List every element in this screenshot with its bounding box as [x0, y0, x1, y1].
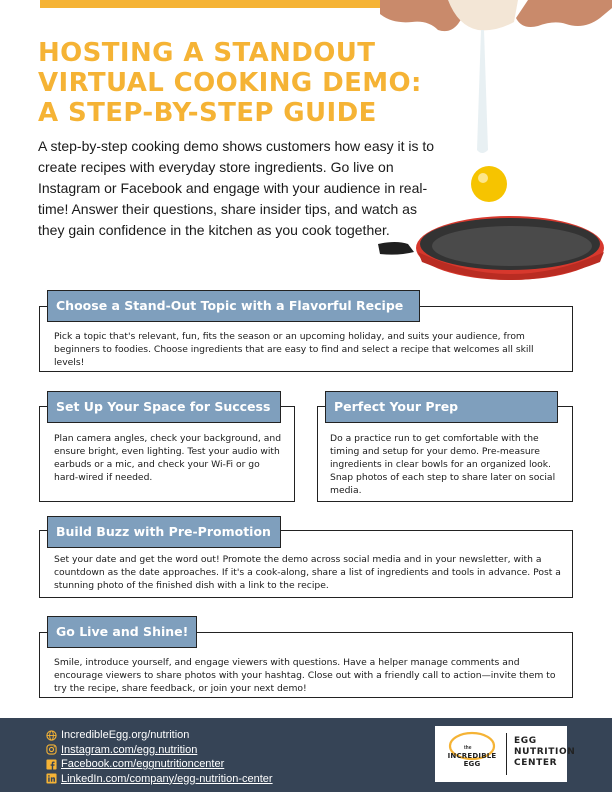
page-title — [38, 38, 422, 128]
title-line-1: HOSTING A STANDOUT — [38, 38, 376, 68]
space-heading: Set Up Your Space for Success — [47, 391, 281, 423]
linkedin-link-row[interactable] — [46, 772, 273, 787]
top-accent-bar — [40, 0, 380, 8]
enc-line-1: EGG — [514, 736, 537, 746]
egg-pan-illustration — [378, 0, 612, 296]
title-line-3: A STEP-BY-STEP GUIDE — [38, 98, 377, 128]
globe-icon — [46, 730, 57, 741]
web-link[interactable]: IncredibleEgg.org/nutrition — [61, 729, 190, 742]
instagram-link-row[interactable] — [46, 743, 273, 758]
linkedin-icon — [46, 773, 57, 784]
topic-heading: Choose a Stand-Out Topic with a Flavorful Recipe — [47, 290, 420, 322]
enc-line-3: CENTER — [514, 758, 558, 768]
live-heading: Go Live and Shine! — [47, 616, 197, 648]
facebook-icon — [46, 759, 57, 770]
facebook-link[interactable]: Facebook.com/eggnutritioncenter — [61, 758, 225, 771]
instagram-icon — [46, 744, 57, 755]
live-body: Smile, introduce yourself, and engage viewers with questions. Have a helper manage comments and encourage viewers to share photos with your hashtag. Close out with a friendly call to action—invite them to try the recipe, share feedback, or join your next demo! — [54, 657, 556, 694]
title-line-2: VIRTUAL COOKING DEMO: — [38, 68, 422, 98]
logo-the-text: the — [464, 745, 472, 751]
footer-links — [46, 728, 273, 786]
intro-paragraph: A step-by-step cooking demo shows customers how easy it is to create recipes with everyday store ingredients. Go live on Instagram or Facebook and engage with your audience in real-time! Answer their questions, share insider tips, and watch as they gain confidence in the kitchen as you cook together. — [38, 138, 435, 238]
prep-heading: Perfect Your Prep — [325, 391, 558, 423]
buzz-body: Set your date and get the word out! Promote the demo across social media and in your newsletter, with a countdown as the date approaches. If it's a cook-along, share a list of ingredients and tools in advance. Post a stunning photo of the finished dish with a link to the recipe. — [54, 554, 561, 591]
topic-body: Pick a topic that's relevant, fun, fits the season or an upcoming holiday, and suits your audience, from beginners to foodies. Choose ingredients that are easy to find and select a recipe that welcomes all skill levels! — [54, 331, 534, 368]
prep-body: Do a practice run to get comfortable with the timing and setup for your demo. Pre-measure ingredients in clear bowls for an organized look. Snap photos of each step to share later on social media. — [330, 433, 556, 496]
logo-incredible-egg-text: INCREDIBLE EGG — [447, 752, 497, 768]
logo-divider — [506, 733, 507, 775]
enc-line-2: NUTRITION — [514, 747, 576, 757]
enc-logo-text — [514, 736, 575, 769]
facebook-link-row[interactable] — [46, 757, 273, 772]
buzz-heading: Build Buzz with Pre-Promotion — [47, 516, 281, 548]
instagram-link[interactable]: Instagram.com/egg.nutrition — [61, 743, 198, 756]
linkedin-link[interactable]: LinkedIn.com/company/egg-nutrition-center — [61, 772, 273, 785]
web-link-row[interactable] — [46, 728, 273, 743]
space-body: Plan camera angles, check your background, and ensure bright, even lighting. Test your audio with earbuds or a mic, and check your Wi-Fi or go hard-wired if needed. — [54, 433, 282, 483]
